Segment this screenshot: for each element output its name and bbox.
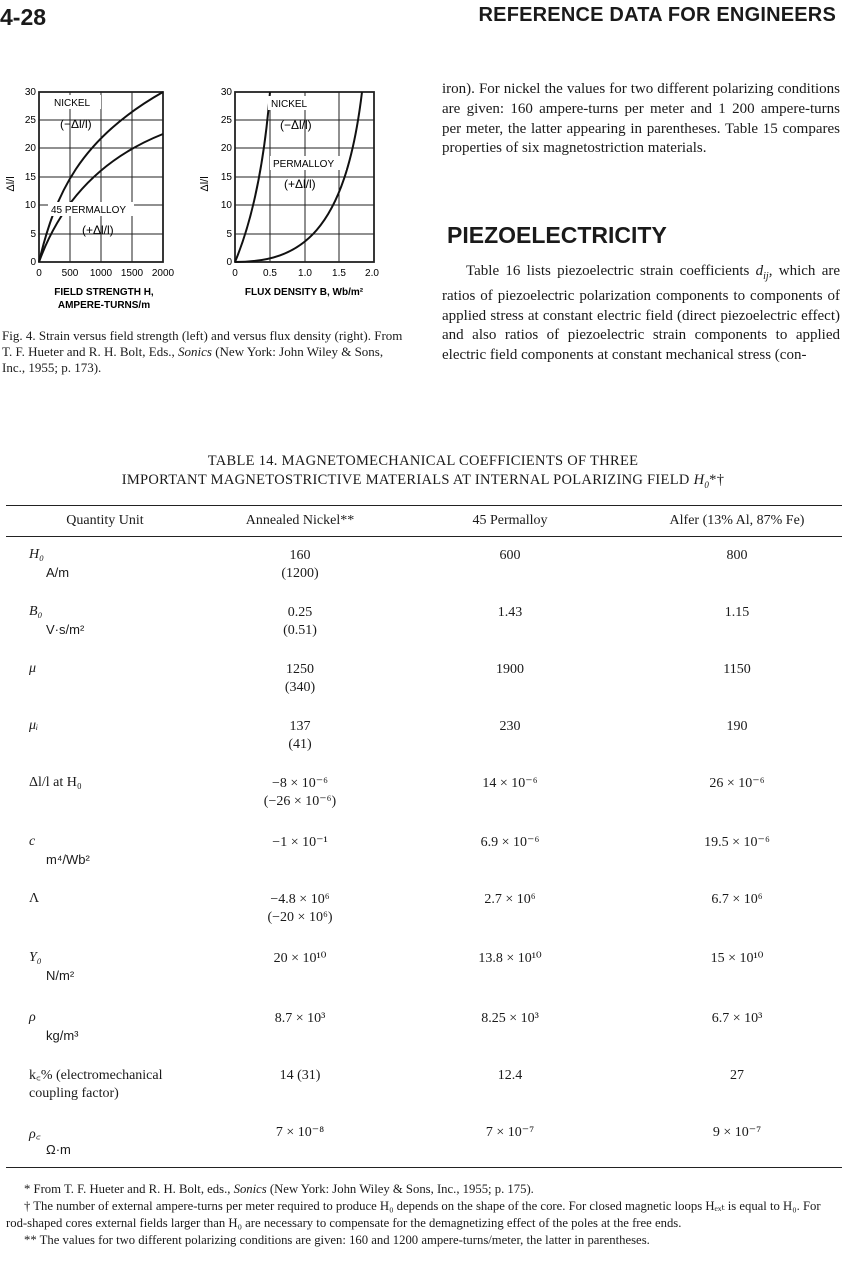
svg-text:1500: 1500 [120, 268, 144, 279]
figure-4-graphics [0, 84, 420, 334]
left-permalloy-label: 45 PERMALLOY [51, 205, 127, 216]
table-row: Δl/l at H₀ −8 × 10⁻⁶ (−26 × 10⁻⁶) 14 × 10⁻⁶ 26 × 10⁻⁶ [29, 775, 765, 809]
footnotes [6, 1181, 838, 1249]
right-nickel-label: NICKEL [271, 99, 308, 110]
svg-text:0: 0 [232, 268, 238, 279]
svg-text:20: 20 [220, 143, 232, 154]
svg-text:1.5: 1.5 [332, 268, 346, 279]
left-nickel-ratio: (−Δl/l) [60, 117, 92, 131]
footnote-1: * From T. F. Hueter and R. H. Bolt, eds., Sonics (New York: John Wiley & Sons, Inc., 1955; p. 175). [24, 1182, 534, 1196]
left-x-ticks [36, 268, 174, 279]
table-row: Y₀ N/m² 20 × 10¹⁰ 13.8 × 10¹⁰ 15 × 10¹⁰ [29, 950, 764, 983]
svg-text:2000: 2000 [151, 268, 175, 279]
table-title-line1: TABLE 14. MAGNETOMECHANICAL COEFFICIENTS OF THREE [207, 453, 639, 469]
svg-text:1.0: 1.0 [298, 268, 312, 279]
right-x-label: FLUX DENSITY B, Wb/m² [244, 287, 364, 298]
left-nickel-label: NICKEL [54, 98, 91, 109]
svg-text:0: 0 [226, 257, 232, 268]
svg-text:20: 20 [24, 143, 36, 154]
table-header-rule [6, 536, 842, 537]
table-title-line2: IMPORTANT MAGNETOSTRICTIVE MATERIALS AT INTERNAL POLARIZING FIELD $H_0*\dagger$ [121, 472, 725, 490]
svg-text:15: 15 [24, 172, 36, 183]
table-row: k꜀% (electromechanical coupling factor) 14 (31) 12.4 27 [29, 1068, 744, 1101]
table-row: B₀ V·s/m² 0.25 (0.51) 1.43 1.15 [29, 604, 750, 638]
table-top-rule [6, 505, 842, 506]
footnote-2: † The number of external ampere-turns per meter required to produce H₀ depends on the shape of the core. For closed magnetic loops Hₑₓₜ is equal to H₀. For rod-shaped cores external fields larger than H₀ are necessary to compensate for the demagnetizing effect of the poles at the free ends. [6, 1199, 821, 1230]
running-title: REFERENCE DATA FOR ENGINEERS [478, 4, 836, 26]
right-permalloy-label: PERMALLOY [273, 159, 335, 170]
svg-text:10: 10 [24, 200, 36, 211]
section-heading: PIEZOELECTRICITY [447, 222, 667, 248]
figure-4 [0, 84, 420, 334]
piezo-paragraph: Table 16 lists piezoelectric strain coefficients $d_{ij}$, which are ratios of piezoelectric polarization components to components of applied stress at constant electric field (direct piezoelectric effect) and also ratios of piezoelectric strain components to applied electric field components at constant mechanical stress (con- [442, 263, 840, 364]
page-number: 4-28 [0, 4, 47, 30]
svg-text:10: 10 [220, 200, 232, 211]
right-permalloy-ratio: (+Δl/l) [284, 177, 316, 191]
svg-text:1000: 1000 [89, 268, 113, 279]
figure-caption: Fig. 4. Strain versus field strength (left) and versus flux density (right). From T. F. Hueter and R. H. Bolt, Eds., Sonics (New York: John Wiley & Sons, Inc., 1955; p. 173). [2, 328, 403, 375]
svg-text:2.0: 2.0 [365, 268, 379, 279]
svg-text:15: 15 [220, 172, 232, 183]
col-header-quantity: Quantity Unit [66, 513, 144, 528]
svg-text:0: 0 [36, 268, 42, 279]
right-x-ticks [232, 268, 379, 279]
col-header-permalloy: 45 Permalloy [472, 513, 548, 528]
left-x-label-line2: AMPERE-TURNS/m [57, 300, 151, 311]
table-row: Λ −4.8 × 10⁶ (−20 × 10⁶) 2.7 × 10⁶ 6.7 × 10⁶ [29, 891, 763, 925]
left-y-ticks [25, 87, 37, 268]
right-y-ticks [221, 87, 233, 268]
table-row: H₀ A/m 160 (1200) 600 800 [29, 547, 748, 581]
left-y-axis-label: Δl/l [5, 176, 17, 192]
right-nickel-ratio: (−Δl/l) [280, 118, 312, 132]
svg-text:25: 25 [24, 115, 36, 126]
left-permalloy-ratio: (+Δl/l) [82, 223, 114, 237]
left-chart [5, 87, 175, 311]
svg-text:0.5: 0.5 [263, 268, 277, 279]
svg-text:25: 25 [220, 115, 232, 126]
left-x-label-line1: FIELD STRENGTH H, [54, 287, 154, 298]
col-header-alfer: Alfer (13% Al, 87% Fe) [669, 513, 805, 528]
iron-paragraph: iron). For nickel the values for two different polarizing conditions are given: 160 ampere-turns per meter and 1 200 ampere-turns per meter, the latter appearing in parentheses. Table 15 compares properties of six magnetostriction materials. [442, 81, 840, 157]
footnote-3: ** The values for two different polarizing conditions are given: 160 and 1200 ampere-turns/meter, the latter in parentheses. [24, 1233, 650, 1247]
table-row: ρ kg/m³ 8.7 × 10³ 8.25 × 10³ 6.7 × 10³ [29, 1010, 763, 1043]
svg-text:30: 30 [24, 87, 36, 98]
right-y-axis-label: Δl/l [199, 176, 211, 192]
right-chart [199, 87, 379, 298]
col-header-nickel: Annealed Nickel** [245, 513, 355, 528]
svg-text:30: 30 [220, 87, 232, 98]
svg-text:500: 500 [61, 268, 79, 279]
table-row: μᵢ 137 (41) 230 190 [29, 718, 748, 752]
table-row: c m⁴/Wb² −1 × 10⁻¹ 6.9 × 10⁻⁶ 19.5 × 10⁻⁶ [29, 834, 770, 867]
svg-text:5: 5 [30, 229, 36, 240]
table-row: μ 1250 (340) 1900 1150 [29, 661, 751, 695]
svg-text:0: 0 [30, 257, 36, 268]
table-row: ρ꜀ Ω·m 7 × 10⁻⁸ 7 × 10⁻⁷ 9 × 10⁻⁷ [29, 1125, 762, 1157]
svg-text:5: 5 [226, 229, 232, 240]
